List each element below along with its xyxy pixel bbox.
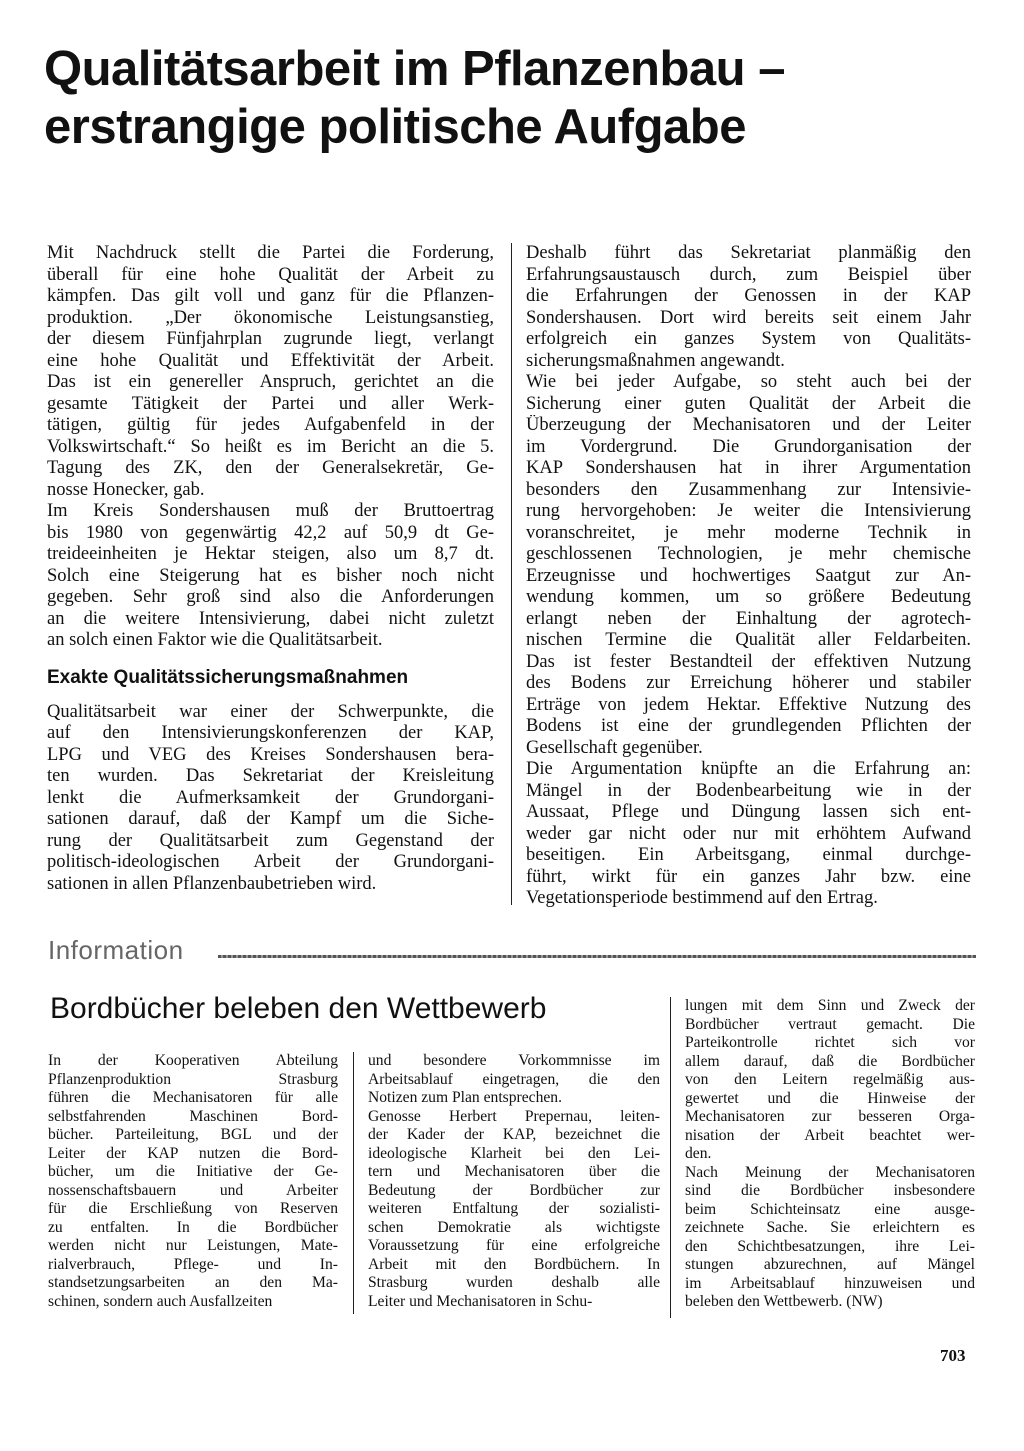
info-column-3 <box>685 997 975 1312</box>
text-line: nosse Honecker, gab. <box>47 479 205 500</box>
article-subheading: Exakte Qualitätssicherungsmaßnahmen <box>47 666 409 688</box>
text-line: voranschreitet, je mehr moderne Technik in <box>526 522 971 543</box>
text-line: im Vordergrund. Die Grundorganisation der <box>526 436 971 457</box>
text-line: Solch eine Steigerung hat es bisher noch nicht <box>47 565 494 586</box>
information-label: Information <box>48 935 184 965</box>
text-line: sicherungsmaßnahmen angewandt. <box>526 350 785 371</box>
text-line: Aussaat, Pflege und Düngung lassen sich ent- <box>526 802 971 822</box>
article-column-2 <box>526 243 971 910</box>
text-line: nisation der Arbeit beachtet wer- <box>685 1126 975 1144</box>
text-line: wendung kommen, um so größere Bedeutung <box>526 587 971 607</box>
text-line: tern und Mechanisatoren über die <box>368 1163 660 1180</box>
text-line: Volkswirtschaft.“ So heißt es im Bericht an die 5. <box>47 436 494 457</box>
text-line: zeichnete Sache. Sie erleichtern es <box>685 1219 975 1236</box>
info-divider-2 <box>670 997 671 1318</box>
text-line: eine hohe Qualität und Effektivität der Arbeit. <box>47 350 494 371</box>
text-line: für die Erschließung von Reserven <box>48 1200 338 1217</box>
column-divider <box>511 243 512 905</box>
text-line: Mechanisatoren zur besseren Orga- <box>685 1108 975 1125</box>
text-line: Notizen zum Plan entsprechen. <box>368 1089 562 1106</box>
text-line: Wie bei jeder Aufgabe, so steht auch bei der <box>526 372 971 392</box>
text-line: geschlossenen Technologien, je mehr chemische <box>526 544 971 564</box>
text-line: Mit Nachdruck stellt die Partei die Forderung, <box>47 243 494 263</box>
text-line: den. <box>685 1145 712 1162</box>
text-line: In der Kooperativen Abteilung <box>48 1052 338 1069</box>
text-line: beleben den Wettbewerb. (NW) <box>685 1293 883 1310</box>
page-number: 703 <box>940 1346 966 1365</box>
text-line: von den Leitern regelmäßig aus- <box>685 1071 975 1088</box>
article-column-1-text-a <box>47 243 494 652</box>
text-line: weiteren Entfaltung der sozialisti- <box>368 1200 660 1217</box>
text-line: des Bodens zur Erreichung höherer und stabiler <box>526 673 971 693</box>
text-line: der Kader der KAP, bezeichnet die <box>368 1126 660 1143</box>
text-line: gesamte Tätigkeit der Partei und aller Werk- <box>47 393 494 414</box>
text-line: Das ist fester Bestandteil der effektiven Nutzung <box>526 651 971 672</box>
text-line: Pflanzenproduktion Strasburg <box>48 1070 338 1088</box>
text-line: Die Argumentation knüpfte an die Erfahrung an: <box>526 759 971 779</box>
text-line: lungen mit dem Sinn und Zweck der <box>685 997 975 1014</box>
text-line: Bodens ist eine der grundlegenden Pflichten der <box>526 716 971 736</box>
text-line: auf den Intensivierungskonferenzen der KAP, <box>47 723 494 743</box>
text-line: bücher, um die Initiative der Ge- <box>48 1163 338 1180</box>
info-column-2 <box>368 1052 660 1311</box>
text-line: Deshalb führt das Sekretariat planmäßig den <box>526 243 971 263</box>
text-line: Nach Meinung der Mechanisatoren <box>685 1163 975 1181</box>
headline-line-1: Qualitätsarbeit im Pflanzenbau – <box>44 42 785 96</box>
text-line: kämpfen. Das gilt voll und ganz für die Pflanzen- <box>47 286 494 306</box>
text-line: politisch-ideologischen Arbeit der Grundorgani- <box>47 852 494 872</box>
text-line: Sondershausen. Dort wird bereits seit einem Jahr <box>526 307 971 328</box>
text-line: überall für eine hohe Qualität der Arbeit zu <box>47 264 494 285</box>
text-line: tätigen, gültig für jedes Aufgabenfeld in der <box>47 415 494 435</box>
text-line: rung der Qualitätsarbeit zum Gegenstand der <box>47 830 494 851</box>
text-line: standsetzungsarbeiten an den Ma- <box>48 1274 338 1291</box>
text-line: Genosse Herbert Prepernau, leiten- <box>368 1107 660 1125</box>
text-line: ideologische Klarheit bei den Lei- <box>368 1144 660 1162</box>
text-line: Strasburg wurden deshalb alle <box>368 1274 660 1291</box>
text-line: rung hervorgehoben: Je weiter die Intensivierung <box>526 501 971 521</box>
text-line: beim Schichteinsatz eine ausge- <box>685 1200 975 1218</box>
text-line: zu entfalten. In die Bordbücher <box>48 1218 338 1236</box>
text-line: Überzeugung der Mechanisatoren und der Leiter <box>526 415 971 435</box>
text-line: Gesellschaft gegenüber. <box>526 737 703 758</box>
headline-line-2: erstrangige politische Aufgabe <box>44 100 746 154</box>
text-line: Im Kreis Sondershausen muß der Bruttoertrag <box>47 501 494 521</box>
text-line: werden nicht nur Leistungen, Mate- <box>48 1237 338 1254</box>
text-line: lenkt die Aufmerksamkeit der Grundorgani- <box>47 787 494 808</box>
text-line: selbstfahrenden Maschinen Bord- <box>48 1107 338 1125</box>
text-line: Parteikontrolle richtet sich vor <box>685 1034 975 1051</box>
text-line: die Erfahrungen der Genossen in der KAP <box>526 286 971 306</box>
text-line: besonders den Zusammenhang zur Intensivie- <box>526 479 971 500</box>
text-line: erfolgreich ein ganzes System von Qualitäts- <box>526 329 971 349</box>
text-line: Qualitätsarbeit war einer der Schwerpunkte, die <box>47 701 494 722</box>
text-line: an solch einen Faktor wie die Qualitätsarbeit. <box>47 630 383 650</box>
article-column-1-text-b <box>47 702 494 896</box>
text-line: Sicherung einer guten Qualität der Arbeit die <box>526 393 971 414</box>
text-line: der diesem Fünfjahrplan zugrunde liegt, verlangt <box>47 329 494 349</box>
text-line: treideeinheiten je Hektar steigen, also um 8,7 dt. <box>47 544 494 564</box>
text-line: im Arbeitsablauf hinzuweisen und <box>685 1274 975 1292</box>
text-line: Bedeutung der Bordbücher zur <box>368 1181 660 1199</box>
article-headline <box>44 40 984 156</box>
text-line: sationen darauf, daß der Kampf um die Siche- <box>47 809 494 829</box>
text-line: allem darauf, daß die Bordbücher <box>685 1052 975 1070</box>
text-line: Tagung des ZK, den der Generalsekretär, Ge- <box>47 458 494 478</box>
info-column-1 <box>48 1052 338 1311</box>
text-line: an die weitere Intensivierung, dabei nicht zuletzt <box>47 608 494 629</box>
text-line: schinen, sondern auch Ausfallzeiten <box>48 1292 273 1310</box>
text-line: und besondere Vorkommnisse im <box>368 1052 660 1069</box>
text-line: Mängel in der Bodenbearbeitung wie in der <box>526 780 971 801</box>
text-line: erlangt neben der Einhaltung der agrotech- <box>526 608 971 629</box>
text-line: KAP Sondershausen hat in ihrer Argumentation <box>526 458 971 478</box>
text-line: führt, wirkt für ein ganzes Jahr bzw. eine <box>526 866 971 887</box>
info-headline: Bordbücher beleben den Wettbewerb <box>50 992 547 1025</box>
text-line: führen die Mechanisatoren für alle <box>48 1089 338 1106</box>
text-line: ten wurden. Das Sekretariat der Kreisleitung <box>47 766 494 786</box>
text-line: gegeben. Sehr groß sind also die Anforderungen <box>47 587 494 607</box>
text-line: nischen Termine die Qualität aller Feldarbeiten. <box>526 630 971 650</box>
text-line: Erzeugnisse und hochwertiges Saatgut zur An- <box>526 565 971 586</box>
text-line: LPG und VEG des Kreises Sondershausen bera- <box>47 744 494 765</box>
text-line: den Schichtbesatzungen, ihre Lei- <box>685 1237 975 1255</box>
text-line: produktion. „Der ökonomische Leistungsanstieg, <box>47 307 494 328</box>
text-line: sationen in allen Pflanzenbaubetrieben wird. <box>47 873 377 894</box>
text-line: Leiter der KAP nutzen die Bord- <box>48 1144 338 1162</box>
text-line: Das ist ein genereller Anspruch, gerichtet an die <box>47 372 494 392</box>
text-line: Bordbücher vertraut gemacht. Die <box>685 1015 975 1033</box>
text-line: Leiter und Mechanisatoren in Schu- <box>368 1292 593 1310</box>
text-line: Arbeit mit den Bordbüchern. In <box>368 1255 660 1273</box>
text-line: nossenschaftsbauern und Arbeiter <box>48 1181 338 1199</box>
text-line: bis 1980 von gegenwärtig 42,2 auf 50,9 dt Ge- <box>47 522 494 543</box>
text-line: rialverbrauch, Pflege- und In- <box>48 1255 338 1273</box>
text-line: gewertet und die Hinweise der <box>685 1089 975 1107</box>
text-line: Arbeitsablauf eingetragen, die den <box>368 1070 660 1088</box>
text-line: schen Demokratie als wichtigste <box>368 1218 660 1236</box>
text-line: Erträge von jedem Hektar. Effektive Nutzung des <box>526 694 971 715</box>
text-line: stungen abzurechnen, auf Mängel <box>685 1256 975 1273</box>
article-column-2-text <box>526 243 971 910</box>
article-column-1 <box>47 243 494 895</box>
text-line: bücher. Parteileitung, BGL und der <box>48 1126 338 1143</box>
text-line: sind die Bordbücher insbesondere <box>685 1182 975 1199</box>
information-rule <box>218 955 976 958</box>
text-line: beseitigen. Ein Arbeitsgang, einmal durchge- <box>526 845 971 865</box>
text-line: weder gar nicht oder nur mit erhöhtem Aufwand <box>526 823 971 844</box>
text-line: Vegetationsperiode bestimmend auf den Ertrag. <box>526 888 878 908</box>
text-line: Voraussetzung für eine erfolgreiche <box>368 1237 660 1254</box>
text-line: Erfahrungsaustausch durch, zum Beispiel über <box>526 264 971 285</box>
info-divider-1 <box>353 1052 354 1314</box>
